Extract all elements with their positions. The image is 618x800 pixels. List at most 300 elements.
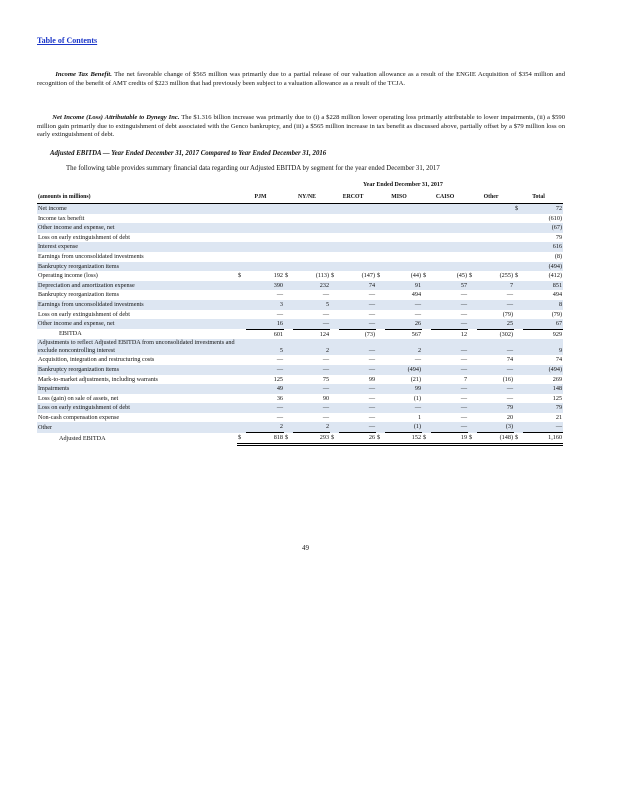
cell-value: 148 — [523, 384, 563, 394]
dollar-sign — [284, 339, 293, 355]
dollar-sign — [514, 422, 523, 432]
cell-value — [431, 262, 468, 272]
cell-value: — — [339, 403, 376, 413]
cell-value: 36 — [276, 394, 284, 402]
cell-value: 125 — [552, 394, 563, 402]
dollar-sign — [237, 281, 246, 291]
cell-value — [431, 223, 468, 233]
cell-value: (16) — [502, 375, 514, 383]
cell-value: 293 — [293, 433, 330, 445]
dollar-sign — [284, 413, 293, 423]
row-label: Adjustments to reflect Adjusted EBITDA from unconsolidated investments and exclude noncontrolling interest — [37, 339, 237, 355]
cell-value: — — [460, 394, 468, 402]
cell-value: 20 — [506, 413, 514, 421]
cell-value: 74 — [555, 356, 563, 364]
cell-value: 67 — [523, 319, 563, 329]
table-row — [37, 223, 563, 233]
dollar-sign — [468, 355, 477, 365]
cell-value: — — [339, 300, 376, 310]
cell-value: — — [385, 403, 422, 413]
cell-value: — — [276, 291, 284, 299]
dollar-sign — [468, 214, 477, 224]
cell-value: 79 — [555, 233, 563, 241]
dollar-sign: $ — [284, 433, 293, 445]
dollar-sign: $ — [285, 272, 289, 280]
row-label: Loss on early extinguishment of debt — [38, 310, 130, 318]
dollar-sign — [237, 329, 246, 339]
dollar-sign — [330, 214, 339, 224]
dollar-sign: $ — [331, 272, 335, 280]
cell-value — [246, 204, 284, 214]
table-row — [37, 281, 563, 291]
dollar-sign — [422, 422, 431, 432]
dollar-sign — [237, 403, 246, 413]
section-heading: Adjusted EBITDA — Year Ended December 31, 2017 Compared to Year Ended December 31, 2016 — [50, 150, 327, 157]
cell-value — [431, 214, 468, 224]
cell-value: (494) — [385, 365, 422, 375]
dollar-sign — [330, 242, 339, 252]
dollar-sign — [237, 290, 246, 300]
table-row — [37, 339, 563, 355]
cell-value — [385, 204, 422, 214]
dollar-sign — [514, 223, 523, 233]
cell-value: 818 — [246, 433, 284, 445]
dollar-sign — [376, 355, 385, 365]
cell-value: 7 — [463, 375, 468, 383]
dollar-sign — [422, 375, 431, 385]
cell-value: 3 — [246, 300, 284, 310]
dollar-sign — [284, 281, 293, 291]
dollar-sign — [422, 355, 431, 365]
row-label: Impairments — [37, 384, 237, 394]
income-tax-lead: Income Tax Benefit. — [55, 71, 112, 78]
cell-value: — — [477, 339, 514, 355]
dollar-sign — [376, 281, 385, 291]
dollar-sign — [237, 223, 246, 233]
cell-value — [477, 262, 514, 272]
cell-value: — — [339, 319, 376, 329]
row-label: Interest expense — [37, 242, 237, 252]
dollar-sign: $ — [423, 272, 427, 280]
table-row — [37, 252, 563, 262]
dollar-sign — [376, 319, 385, 329]
cell-value: — — [368, 291, 376, 299]
dollar-sign — [376, 223, 385, 233]
cell-value: — — [477, 300, 514, 310]
table-row — [37, 271, 563, 281]
dollar-sign — [376, 242, 385, 252]
dollar-sign — [330, 223, 339, 233]
cell-value — [293, 233, 330, 243]
cell-value: 21 — [555, 413, 563, 421]
row-label: Mark-to-market adjustments, including warrants — [38, 375, 158, 383]
cell-value: — — [293, 319, 330, 329]
dollar-sign — [237, 375, 246, 385]
cell-value: — — [477, 384, 514, 394]
cell-value: — — [276, 310, 284, 318]
dollar-sign — [237, 355, 246, 365]
dollar-sign — [237, 319, 246, 329]
page-number: 49 — [302, 544, 309, 552]
table-of-contents-link[interactable]: Table of Contents — [37, 36, 98, 45]
dollar-sign — [237, 214, 246, 224]
dollar-sign — [422, 290, 431, 300]
cell-value — [385, 233, 422, 243]
dollar-sign — [330, 319, 339, 329]
dollar-sign — [237, 262, 246, 272]
dollar-sign — [376, 365, 385, 375]
dollar-sign — [284, 223, 293, 233]
dollar-sign: $ — [515, 272, 519, 280]
dollar-sign — [468, 204, 477, 214]
dollar-sign — [422, 339, 431, 355]
dollar-sign — [376, 204, 385, 214]
dollar-sign — [330, 365, 339, 375]
table-row — [37, 329, 563, 339]
dollar-sign — [422, 310, 431, 320]
cell-value: 49 — [246, 384, 284, 394]
row-label: Net income — [37, 204, 237, 214]
dollar-sign — [422, 204, 431, 214]
dollar-sign — [468, 403, 477, 413]
dollar-sign — [514, 310, 523, 320]
cell-value: 7 — [477, 281, 514, 291]
cell-value: — — [246, 403, 284, 413]
dollar-sign — [376, 375, 385, 385]
dollar-sign: $ — [237, 433, 246, 445]
cell-value: 26 — [385, 319, 422, 329]
dollar-sign — [330, 339, 339, 355]
dollar-sign — [422, 413, 431, 423]
cell-value: 232 — [293, 281, 330, 291]
net-income-lead: Net Income (Loss) Attributable to Dynegy Inc. — [52, 114, 180, 121]
cell-value: 74 — [506, 356, 514, 364]
column-header: NY/NE — [284, 193, 330, 204]
intro-text: The following table provides summary financial data regarding our Adjusted EBITDA by segment for the year ended December 31, 2017 — [66, 165, 440, 172]
dollar-sign — [284, 394, 293, 404]
dollar-sign — [284, 300, 293, 310]
row-label: Other income and expense, net — [37, 223, 237, 233]
cell-value: (610) — [548, 214, 563, 222]
cell-value — [477, 223, 514, 233]
dollar-sign — [237, 300, 246, 310]
cell-value — [431, 252, 468, 262]
dollar-sign — [468, 233, 477, 243]
dollar-sign — [514, 242, 523, 252]
cell-value: 74 — [339, 281, 376, 291]
dollar-sign — [514, 300, 523, 310]
cell-value: 192 — [273, 272, 284, 280]
cell-value: 25 — [477, 319, 514, 329]
dollar-sign — [468, 281, 477, 291]
dollar-sign — [514, 355, 523, 365]
dollar-sign — [514, 394, 523, 404]
dollar-sign — [422, 214, 431, 224]
cell-value — [385, 223, 422, 233]
row-label: Earnings from unconsolidated investments — [37, 300, 237, 310]
dollar-sign — [330, 355, 339, 365]
cell-value: — — [414, 356, 422, 364]
cell-value: — — [322, 356, 330, 364]
dollar-sign — [330, 281, 339, 291]
cell-value: 124 — [319, 330, 330, 338]
dollar-sign — [468, 329, 477, 339]
cell-value — [246, 223, 284, 233]
dollar-sign — [376, 214, 385, 224]
row-label: Income tax benefit — [38, 214, 85, 222]
cell-value — [246, 252, 284, 262]
cell-value: — — [431, 422, 468, 432]
table-row — [37, 204, 563, 214]
cell-value: 26 — [339, 433, 376, 445]
cell-value: — — [368, 310, 376, 318]
dollar-sign — [468, 339, 477, 355]
dollar-sign: $ — [514, 433, 523, 445]
cell-value: — — [339, 365, 376, 375]
dollar-sign — [514, 403, 523, 413]
cell-value: (302) — [499, 330, 514, 338]
cell-value — [477, 204, 514, 214]
cell-value: 1,160 — [523, 433, 563, 445]
dollar-sign — [468, 300, 477, 310]
row-label: Loss (gain) on sale of assets, net — [38, 394, 119, 402]
dollar-sign — [237, 252, 246, 262]
column-header: CAISO — [422, 193, 468, 204]
dollar-sign — [468, 242, 477, 252]
cell-value: 90 — [322, 394, 330, 402]
dollar-sign — [468, 422, 477, 432]
dollar-sign — [376, 310, 385, 320]
cell-value: — — [431, 339, 468, 355]
cell-value: 16 — [246, 319, 284, 329]
dollar-sign — [468, 262, 477, 272]
cell-value: — — [460, 356, 468, 364]
cell-value: 72 — [523, 204, 563, 214]
dollar-sign — [422, 329, 431, 339]
dollar-sign — [237, 339, 246, 355]
cell-value — [293, 223, 330, 233]
dollar-sign — [514, 375, 523, 385]
dollar-sign — [237, 233, 246, 243]
cell-value: 57 — [431, 281, 468, 291]
dollar-sign — [376, 329, 385, 339]
table-row — [37, 214, 563, 224]
cell-value: — — [460, 310, 468, 318]
dollar-sign — [330, 403, 339, 413]
column-header: PJM — [237, 193, 284, 204]
cell-value: (8) — [554, 252, 563, 260]
dollar-sign — [284, 252, 293, 262]
net-income-text: The $1.316 billion increase was primarily due to (i) a $228 million lower operating loss primarily attributable to lower impairments, (ii) a $590 million gain primarily due to extinguishment of debt associated with the Genco bankruptcy, and (iii) a $565 million increase in tax benefit as discussed above, partially offset by a $79 million loss on early extinguishment of debt. — [37, 114, 566, 139]
cell-value — [339, 262, 376, 272]
dollar-sign — [330, 262, 339, 272]
cell-value: 75 — [322, 375, 330, 383]
dollar-sign — [468, 223, 477, 233]
cell-value — [385, 242, 422, 252]
cell-value — [385, 214, 422, 224]
cell-value: (255) — [499, 272, 514, 280]
table-row — [37, 365, 563, 375]
column-header: MISO — [376, 193, 422, 204]
cell-value: 5 — [246, 339, 284, 355]
cell-value: (147) — [361, 272, 376, 280]
dollar-sign — [284, 365, 293, 375]
cell-value — [293, 242, 330, 252]
cell-value: — — [322, 291, 330, 299]
dollar-sign — [237, 413, 246, 423]
table-row — [37, 433, 563, 445]
row-label: Non-cash compensation expense — [38, 413, 120, 421]
dollar-sign — [468, 319, 477, 329]
dollar-sign: $ — [514, 204, 523, 214]
cell-value — [477, 252, 514, 262]
cell-value — [246, 214, 284, 224]
row-label: Operating income (loss) — [38, 272, 98, 280]
dollar-sign — [237, 394, 246, 404]
cell-value — [477, 214, 514, 224]
dollar-sign — [422, 233, 431, 243]
cell-value: 8 — [523, 300, 563, 310]
cell-value: (1) — [413, 394, 422, 402]
cell-value — [431, 204, 468, 214]
dollar-sign — [422, 252, 431, 262]
row-label: Loss on early extinguishment of debt — [38, 233, 130, 241]
cell-value: 616 — [523, 242, 563, 252]
dollar-sign — [330, 300, 339, 310]
dollar-sign — [284, 214, 293, 224]
dollar-sign — [376, 290, 385, 300]
dollar-sign — [330, 204, 339, 214]
income-tax-paragraph — [37, 71, 565, 88]
dollar-sign — [422, 300, 431, 310]
cell-value: — — [431, 300, 468, 310]
cell-value: — — [414, 310, 422, 318]
cell-value: (412) — [548, 272, 563, 280]
dollar-sign — [284, 204, 293, 214]
table-row — [37, 403, 563, 413]
row-label: Other income and expense, net — [37, 319, 237, 329]
dollar-sign — [514, 365, 523, 375]
table-header-row — [37, 193, 563, 204]
table-row — [37, 422, 563, 432]
cell-value — [339, 242, 376, 252]
dollar-sign — [514, 281, 523, 291]
dollar-sign — [514, 319, 523, 329]
cell-value — [431, 233, 468, 243]
cell-value: 851 — [523, 281, 563, 291]
cell-value: — — [506, 394, 514, 402]
dollar-sign — [376, 394, 385, 404]
cell-value — [339, 233, 376, 243]
column-header: Other — [468, 193, 514, 204]
dollar-sign — [284, 242, 293, 252]
dollar-sign — [284, 355, 293, 365]
cell-value: 91 — [385, 281, 422, 291]
column-header: ERCOT — [330, 193, 376, 204]
cell-value: 9 — [523, 339, 563, 355]
dollar-sign — [422, 223, 431, 233]
dollar-sign — [284, 375, 293, 385]
cell-value: — — [276, 413, 284, 421]
dollar-sign: $ — [469, 272, 473, 280]
dollar-sign — [330, 413, 339, 423]
dollar-sign — [468, 252, 477, 262]
cell-value: — — [246, 365, 284, 375]
cell-value: 929 — [552, 330, 563, 338]
cell-value: 79 — [477, 403, 514, 413]
dollar-sign — [376, 233, 385, 243]
cell-value: — — [368, 356, 376, 364]
cell-value: (3) — [477, 422, 514, 432]
dollar-sign — [330, 252, 339, 262]
row-label: Bankruptcy reorganization items — [38, 291, 119, 299]
cell-value: 494 — [411, 291, 422, 299]
cell-value: 5 — [293, 300, 330, 310]
dollar-sign — [422, 281, 431, 291]
cell-value: (113) — [315, 272, 330, 280]
cell-value: — — [523, 422, 563, 432]
dollar-sign — [468, 413, 477, 423]
table-row — [37, 262, 563, 272]
year-header: Year Ended December 31, 2017 — [363, 182, 443, 188]
dollar-sign — [284, 262, 293, 272]
dollar-sign — [284, 329, 293, 339]
dollar-sign — [514, 290, 523, 300]
dollar-sign — [330, 384, 339, 394]
cell-value: (21) — [410, 375, 422, 383]
row-label: Loss on early extinguishment of debt — [37, 403, 237, 413]
dollar-sign — [468, 290, 477, 300]
cell-value — [293, 252, 330, 262]
cell-value: 269 — [552, 375, 563, 383]
cell-value: — — [506, 291, 514, 299]
cell-value — [293, 214, 330, 224]
cell-value: (148) — [477, 433, 514, 445]
cell-value — [477, 233, 514, 243]
dollar-sign — [514, 413, 523, 423]
cell-value: — — [431, 403, 468, 413]
dollar-sign — [514, 252, 523, 262]
table-row — [37, 384, 563, 394]
table-row — [37, 300, 563, 310]
cell-value: 79 — [523, 403, 563, 413]
dollar-sign — [376, 300, 385, 310]
dollar-sign — [514, 214, 523, 224]
cell-value: 99 — [368, 375, 376, 383]
table-row — [37, 310, 563, 320]
cell-value — [339, 214, 376, 224]
dollar-sign — [468, 384, 477, 394]
cell-value: — — [293, 403, 330, 413]
cell-value — [385, 262, 422, 272]
dollar-sign — [376, 413, 385, 423]
dollar-sign — [468, 375, 477, 385]
cell-value: (44) — [410, 272, 422, 280]
dollar-sign — [514, 262, 523, 272]
dollar-sign: $ — [377, 272, 381, 280]
cell-value: — — [431, 365, 468, 375]
dollar-sign: $ — [468, 433, 477, 445]
cell-value: (1) — [385, 422, 422, 432]
dollar-sign — [422, 365, 431, 375]
cell-value: 2 — [293, 422, 330, 432]
dollar-sign — [376, 252, 385, 262]
row-label: Earnings from unconsolidated investments — [38, 252, 144, 260]
cell-value: — — [385, 300, 422, 310]
dollar-sign — [468, 394, 477, 404]
dollar-sign — [330, 329, 339, 339]
cell-value: — — [293, 384, 330, 394]
